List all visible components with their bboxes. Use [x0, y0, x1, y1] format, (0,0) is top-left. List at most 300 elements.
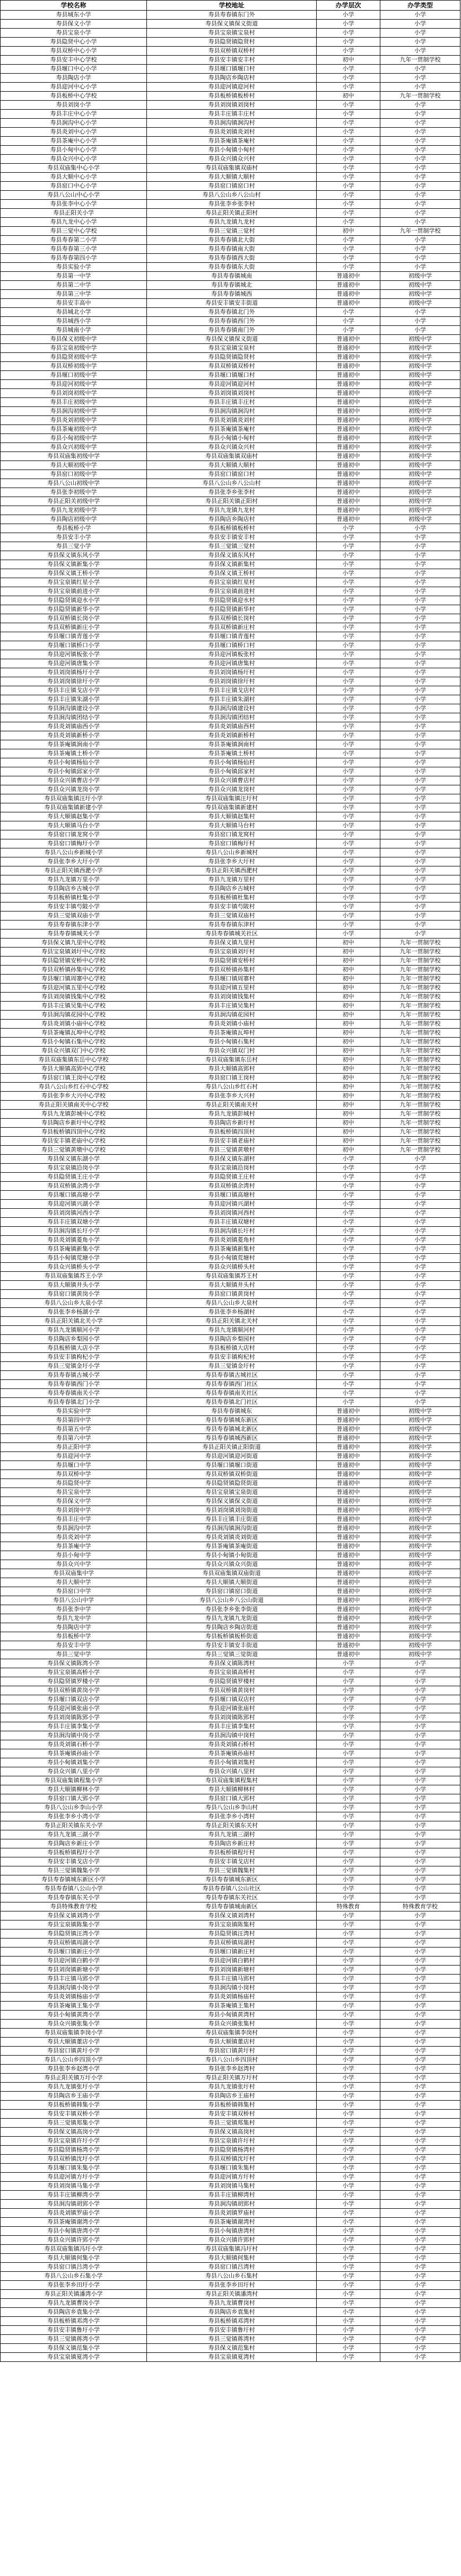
- table-row: [1, 290, 460, 299]
- table-row: [1, 83, 460, 92]
- table-row: [1, 848, 460, 857]
- table-row: [1, 677, 460, 686]
- cell-school-type: 九年一贯制学校: [380, 1083, 460, 1092]
- table-row: [1, 1155, 460, 1164]
- cell-school-type: 初级中学: [380, 1524, 460, 1533]
- cell-school-type: 九年一贯制学校: [380, 1092, 460, 1101]
- cell-school-level: 小学: [317, 866, 380, 875]
- cell-school-level: 小学: [317, 83, 380, 92]
- cell-school-name: 寿县刘岗镇新塘小学: [1, 1966, 147, 1975]
- cell-school-level: 小学: [317, 1389, 380, 1398]
- cell-school-level: 初中: [317, 993, 380, 1002]
- cell-school-name: 寿县张李中学: [1, 1605, 147, 1614]
- cell-school-type: 小学: [380, 704, 460, 713]
- cell-school-address: 寿县寿春镇西门社区: [147, 1380, 317, 1389]
- table-row: [1, 641, 460, 650]
- table-row: [1, 1164, 460, 1173]
- cell-school-address: 寿县刘岗镇杨圩村: [147, 668, 317, 677]
- cell-school-level: 小学: [317, 1731, 380, 1740]
- cell-school-type: 小学: [380, 875, 460, 884]
- cell-school-name: 寿县迎河镇张庙小学: [1, 1704, 147, 1713]
- cell-school-address: 寿县茶庵镇土桥村: [147, 749, 317, 758]
- table-row: [1, 1533, 460, 1542]
- table-row: [1, 2020, 460, 2029]
- cell-school-name: 寿县板桥镇大店小学: [1, 1344, 147, 1353]
- cell-school-level: 普通初中: [317, 389, 380, 398]
- cell-school-address: 寿县双桥镇黄岗村: [147, 1686, 317, 1695]
- cell-school-type: 初级中学: [380, 488, 460, 497]
- table-row: [1, 110, 460, 119]
- cell-school-name: 寿县炎刘初级中学: [1, 416, 147, 425]
- cell-school-type: 九年一贯制学校: [380, 1110, 460, 1119]
- cell-school-address: 寿县板桥镇邓湾村: [147, 2317, 317, 2326]
- cell-school-address: 寿县九龙镇张圩村: [147, 2083, 317, 2092]
- cell-school-name: 寿县涧沟镇团结小学: [1, 713, 147, 722]
- cell-school-type: 小学: [380, 1857, 460, 1866]
- cell-school-level: 小学: [317, 308, 380, 317]
- cell-school-level: 小学: [317, 2308, 380, 2317]
- table-row: [1, 623, 460, 632]
- table-row: [1, 236, 460, 245]
- cell-school-name: 寿县三觉镇魏集小学: [1, 1866, 147, 1875]
- cell-school-level: 普通初中: [317, 1650, 380, 1659]
- table-row: [1, 758, 460, 767]
- cell-school-type: 小学: [380, 1344, 460, 1353]
- table-row: [1, 1407, 460, 1416]
- table-row: [1, 1659, 460, 1668]
- cell-school-level: 小学: [317, 119, 380, 128]
- cell-school-type: 初级中学: [380, 1623, 460, 1632]
- table-row: [1, 524, 460, 533]
- cell-school-address: 寿县大顺镇柳林村: [147, 1785, 317, 1794]
- table-row: [1, 470, 460, 479]
- cell-school-type: 小学: [380, 146, 460, 155]
- cell-school-type: 小学: [380, 1362, 460, 1371]
- table-row: [1, 1785, 460, 1794]
- cell-school-type: 小学: [380, 2308, 460, 2317]
- cell-school-address: 寿县保义镇保义街道: [147, 335, 317, 344]
- cell-school-address: 寿县三觉镇郑集村: [147, 2119, 317, 2128]
- cell-school-address: 寿县丰庄镇柳湾村: [147, 2191, 317, 2200]
- cell-school-level: 普通初中: [317, 1533, 380, 1542]
- cell-school-address: 寿县隐贤镇隐贤街道: [147, 1479, 317, 1488]
- cell-school-type: 小学: [380, 83, 460, 92]
- cell-school-name: 寿县双桥镇孙集中心学校: [1, 966, 147, 975]
- cell-school-type: 小学: [380, 1668, 460, 1677]
- cell-school-name: 寿县茶庵中心小学: [1, 137, 147, 146]
- cell-school-address: 寿县丰庄镇丰庄街道: [147, 1515, 317, 1524]
- cell-school-type: 九年一贯制学校: [380, 1065, 460, 1074]
- cell-school-name: 寿县双桥中学: [1, 1470, 147, 1479]
- table-row: [1, 1902, 460, 1911]
- cell-school-name: 寿县八公山乡新城小学: [1, 848, 147, 857]
- cell-school-name: 寿县迎河镇兴湖小学: [1, 1200, 147, 1209]
- cell-school-type: 初级中学: [380, 1488, 460, 1497]
- cell-school-type: 小学: [380, 2092, 460, 2101]
- cell-school-type: 小学: [380, 254, 460, 263]
- cell-school-name: 寿县小甸镇黄湾小学: [1, 2011, 147, 2020]
- cell-school-type: 小学: [380, 263, 460, 272]
- cell-school-type: 小学: [380, 2200, 460, 2209]
- table-row: [1, 1542, 460, 1551]
- cell-school-level: 普通初中: [317, 1587, 380, 1596]
- cell-school-address: 寿县大顺镇赵集村: [147, 812, 317, 821]
- cell-school-address: 寿县张李乡杨湖村: [147, 1308, 317, 1317]
- cell-school-type: 小学: [380, 110, 460, 119]
- cell-school-level: 小学: [317, 1218, 380, 1227]
- cell-school-name: 寿县迎河中心小学: [1, 83, 147, 92]
- cell-school-name: 寿县正阳关小学: [1, 209, 147, 218]
- cell-school-level: 小学: [317, 2101, 380, 2110]
- cell-school-level: 普通初中: [317, 1452, 380, 1461]
- cell-school-level: 小学: [317, 704, 380, 713]
- cell-school-level: 普通初中: [317, 344, 380, 353]
- cell-school-address: 寿县寿春镇城东: [147, 1407, 317, 1416]
- cell-school-type: 九年一贯制学校: [380, 1020, 460, 1029]
- table-row: [1, 1957, 460, 1966]
- cell-school-name: 寿县刘岗初级中学: [1, 389, 147, 398]
- cell-school-address: 寿县小甸镇小甸村: [147, 434, 317, 443]
- cell-school-name: 寿县第六中学: [1, 1434, 147, 1443]
- cell-school-name: 寿县众兴中学: [1, 1560, 147, 1569]
- table-row: [1, 1281, 460, 1290]
- cell-school-address: 寿县陶店乡陶店村: [147, 515, 317, 524]
- cell-school-name: 寿县正阳关镇万圩小学: [1, 2074, 147, 2083]
- table-row: [1, 785, 460, 794]
- cell-school-type: 小学: [380, 2146, 460, 2155]
- cell-school-type: 九年一贯制学校: [380, 1029, 460, 1038]
- cell-school-address: 寿县炎刘镇石桥村: [147, 1740, 317, 1749]
- cell-school-name: 寿县城东小学: [1, 11, 147, 20]
- table-row: [1, 695, 460, 704]
- cell-school-level: 小学: [317, 920, 380, 930]
- cell-school-type: 小学: [380, 1317, 460, 1326]
- cell-school-level: 小学: [317, 2254, 380, 2263]
- cell-school-level: 普通初中: [317, 1497, 380, 1506]
- table-row: [1, 2119, 460, 2128]
- cell-school-name: 寿县双庙集镇程集小学: [1, 1776, 147, 1785]
- cell-school-address: 寿县保义镇保义街道: [147, 20, 317, 29]
- table-row: [1, 794, 460, 803]
- cell-school-address: 寿县宝泉镇红星村: [147, 578, 317, 587]
- cell-school-type: 小学: [380, 1254, 460, 1263]
- cell-school-level: 小学: [317, 821, 380, 830]
- cell-school-name: 寿县实验中学: [1, 1407, 147, 1416]
- cell-school-level: 小学: [317, 2344, 380, 2353]
- cell-school-type: 九年一贯制学校: [380, 1047, 460, 1056]
- cell-school-type: 初级中学: [380, 1587, 460, 1596]
- table-row: [1, 731, 460, 740]
- cell-school-address: 寿县窑口镇梅圩村: [147, 839, 317, 848]
- table-row: [1, 245, 460, 254]
- table-row: [1, 1488, 460, 1497]
- table-row: [1, 1182, 460, 1191]
- cell-school-address: 寿县双庙集镇汪圩村: [147, 794, 317, 803]
- cell-school-name: 寿县堰口镇周寨中心学校: [1, 975, 147, 984]
- cell-school-address: 寿县茶庵镇茶庵街道: [147, 1542, 317, 1551]
- cell-school-address: 寿县九龙镇九龙街道: [147, 1614, 317, 1623]
- cell-school-name: 寿县安丰镇老庙中心学校: [1, 1137, 147, 1146]
- cell-school-type: 小学: [380, 326, 460, 335]
- cell-school-type: 小学: [380, 1776, 460, 1785]
- cell-school-name: 寿县大顺镇董店小学: [1, 2038, 147, 2047]
- cell-school-type: 小学: [380, 1948, 460, 1957]
- cell-school-address: 寿县陶店乡新圩村: [147, 1119, 317, 1128]
- cell-school-address: 寿县涧沟镇团结村: [147, 713, 317, 722]
- cell-school-name: 寿县三觉镇双庙小学: [1, 911, 147, 920]
- cell-school-address: 寿县安丰镇枸杞村: [147, 1353, 317, 1362]
- cell-school-address: 寿县宝泉镇沿岗村: [147, 1164, 317, 1173]
- cell-school-address: 寿县保义镇东湖村: [147, 1155, 317, 1164]
- cell-school-name: 寿县陶店初级中学: [1, 515, 147, 524]
- cell-school-type: 小学: [380, 209, 460, 218]
- cell-school-type: 小学: [380, 2218, 460, 2227]
- cell-school-level: 小学: [317, 2281, 380, 2290]
- cell-school-type: 九年一贯制学校: [380, 1146, 460, 1155]
- cell-school-type: 九年一贯制学校: [380, 948, 460, 957]
- cell-school-type: 小学: [380, 191, 460, 200]
- cell-school-level: 普通初中: [317, 272, 380, 281]
- cell-school-level: 小学: [317, 1254, 380, 1263]
- cell-school-level: 初中: [317, 1119, 380, 1128]
- cell-school-name: 寿县双庙集镇汪圩小学: [1, 794, 147, 803]
- cell-school-address: 寿县众兴镇桥头村: [147, 1263, 317, 1272]
- cell-school-name: 寿县窑口镇大郢小学: [1, 1794, 147, 1803]
- cell-school-address: 寿县保义镇九里村: [147, 939, 317, 948]
- cell-school-address: 寿县堰口镇双店村: [147, 1695, 317, 1704]
- cell-school-name: 寿县第二中学: [1, 281, 147, 290]
- table-row: [1, 344, 460, 353]
- cell-school-name: 寿县炎刘镇杨庙小学: [1, 1993, 147, 2002]
- cell-school-address: 寿县迎河镇迎河街道: [147, 1452, 317, 1461]
- table-row: [1, 1011, 460, 1020]
- cell-school-level: 小学: [317, 2317, 380, 2326]
- cell-school-address: 寿县安丰镇鲁圩村: [147, 2326, 317, 2335]
- cell-school-address: 寿县张李乡赵湾村: [147, 2065, 317, 2074]
- cell-school-level: 小学: [317, 623, 380, 632]
- cell-school-name: 寿县丰庄镇吴集中心学校: [1, 1002, 147, 1011]
- cell-school-type: 初级中学: [380, 1416, 460, 1425]
- cell-school-address: 寿县众兴镇曹店村: [147, 776, 317, 785]
- cell-school-name: 寿县八公山乡红石中心学校: [1, 1083, 147, 1092]
- cell-school-name: 寿县九龙镇张圩小学: [1, 2083, 147, 2092]
- cell-school-name: 寿县保义镇九里中心学校: [1, 939, 147, 948]
- cell-school-address: 寿县八公山乡新城村: [147, 848, 317, 857]
- table-row: [1, 74, 460, 83]
- table-row: [1, 740, 460, 749]
- table-row: [1, 830, 460, 839]
- table-row: [1, 164, 460, 173]
- cell-school-type: 九年一贯制学校: [380, 939, 460, 948]
- table-row: [1, 155, 460, 164]
- cell-school-name: 寿县安丰镇双桥小学: [1, 2110, 147, 2119]
- cell-school-level: 普通初中: [317, 497, 380, 506]
- cell-school-address: 寿县双桥镇双桥街道: [147, 1470, 317, 1479]
- cell-school-name: 寿县张李乡杨湖小学: [1, 1308, 147, 1317]
- cell-school-type: 小学: [380, 2164, 460, 2173]
- table-row: [1, 272, 460, 281]
- cell-school-name: 寿县窑口镇龙窝小学: [1, 830, 147, 839]
- cell-school-name: 寿县堰口镇高塘小学: [1, 1191, 147, 1200]
- cell-school-type: 小学: [380, 1281, 460, 1290]
- cell-school-level: 普通初中: [317, 416, 380, 425]
- cell-school-level: 小学: [317, 2092, 380, 2101]
- cell-school-type: 九年一贯制学校: [380, 984, 460, 993]
- cell-school-level: 初中: [317, 1101, 380, 1110]
- cell-school-type: 小学: [380, 1740, 460, 1749]
- cell-school-address: 寿县九龙镇九龙村: [147, 506, 317, 515]
- cell-school-level: 小学: [317, 1200, 380, 1209]
- table-row: [1, 1975, 460, 1984]
- cell-school-level: 初中: [317, 227, 380, 236]
- cell-school-address: 寿县隐贤镇安桥村: [147, 957, 317, 966]
- cell-school-level: 小学: [317, 1785, 380, 1794]
- cell-school-name: 寿县正阳关初级中学: [1, 497, 147, 506]
- cell-school-name: 寿县双桥镇长岗小学: [1, 614, 147, 623]
- cell-school-type: 小学: [380, 1821, 460, 1830]
- cell-school-level: 小学: [317, 1182, 380, 1191]
- cell-school-address: 寿县众兴镇众兴村: [147, 155, 317, 164]
- table-row: [1, 1875, 460, 1884]
- cell-school-type: 小学: [380, 848, 460, 857]
- cell-school-name: 寿县正阳中学: [1, 1443, 147, 1452]
- cell-school-name: 寿县炎刘镇石桥小学: [1, 1740, 147, 1749]
- table-row: [1, 1272, 460, 1281]
- cell-school-name: 寿县宝泉小学: [1, 29, 147, 38]
- cell-school-address: 寿县宝泉镇宝泉街道: [147, 1488, 317, 1497]
- cell-school-type: 九年一贯制学校: [380, 1074, 460, 1083]
- table-row: [1, 20, 460, 29]
- cell-school-type: 小学: [380, 1713, 460, 1722]
- cell-school-name: 寿县茶庵镇瓦埠中心学校: [1, 1029, 147, 1038]
- cell-school-level: 小学: [317, 1272, 380, 1281]
- table-row: [1, 1614, 460, 1623]
- cell-school-address: 寿县刘岗镇陈郢村: [147, 1713, 317, 1722]
- cell-school-type: 小学: [380, 551, 460, 560]
- cell-school-address: 寿县八公山乡红石村: [147, 1083, 317, 1092]
- cell-school-level: 普通初中: [317, 335, 380, 344]
- cell-school-name: 寿县双庙集镇新建小学: [1, 803, 147, 812]
- cell-school-type: 小学: [380, 713, 460, 722]
- cell-school-level: 小学: [317, 2263, 380, 2272]
- cell-school-name: 寿县八公山乡大泉小学: [1, 1299, 147, 1308]
- cell-school-type: 小学: [380, 1722, 460, 1731]
- cell-school-level: 小学: [317, 785, 380, 794]
- cell-school-name: 寿县双庙集初级中学: [1, 452, 147, 461]
- table-row: [1, 1668, 460, 1677]
- cell-school-address: 寿县炎刘镇小庙村: [147, 1020, 317, 1029]
- cell-school-address: 寿县小甸镇小甸村: [147, 146, 317, 155]
- cell-school-name: 寿县保义镇刘湾小学: [1, 1911, 147, 1920]
- cell-school-type: 小学: [380, 893, 460, 902]
- cell-school-name: 寿县寿春镇八公山小学: [1, 1884, 147, 1893]
- cell-school-level: 小学: [317, 533, 380, 542]
- cell-school-name: 寿县双庙集中学: [1, 1569, 147, 1578]
- table-row: [1, 200, 460, 209]
- cell-school-type: 小学: [380, 1182, 460, 1191]
- cell-school-type: 小学: [380, 1957, 460, 1966]
- cell-school-address: 寿县大顺镇何集村: [147, 2254, 317, 2263]
- cell-school-address: 寿县大顺镇马台村: [147, 821, 317, 830]
- table-row: [1, 1650, 460, 1659]
- cell-school-name: 寿县隐贤初级中学: [1, 353, 147, 362]
- cell-school-name: 寿县安丰镇枸杞小学: [1, 1353, 147, 1362]
- cell-school-name: 寿县双桥镇新庄小学: [1, 623, 147, 632]
- cell-school-level: 小学: [317, 551, 380, 560]
- table-row: [1, 299, 460, 308]
- table-row: [1, 1857, 460, 1866]
- cell-school-address: 寿县寿春镇南大街: [147, 245, 317, 254]
- cell-school-name: 寿县陶店乡新庄小学: [1, 1839, 147, 1848]
- cell-school-name: 寿县三觉中学: [1, 1650, 147, 1659]
- table-row: [1, 1245, 460, 1254]
- cell-school-level: 小学: [317, 110, 380, 119]
- cell-school-level: 初中: [317, 1056, 380, 1065]
- cell-school-address: 寿县三觉镇金圩村: [147, 1362, 317, 1371]
- table-row: [1, 209, 460, 218]
- table-row: [1, 1794, 460, 1803]
- cell-school-level: 小学: [317, 2065, 380, 2074]
- cell-school-address: 寿县小甸镇邱家村: [147, 767, 317, 776]
- cell-school-name: 寿县张李乡田圩小学: [1, 2281, 147, 2290]
- cell-school-type: 小学: [380, 38, 460, 47]
- cell-school-type: 小学: [380, 1200, 460, 1209]
- table-row: [1, 416, 460, 425]
- cell-school-name: 寿县保义镇高岗小学: [1, 2128, 147, 2137]
- cell-school-name: 寿县宝泉镇高桥小学: [1, 1668, 147, 1677]
- cell-school-level: 小学: [317, 164, 380, 173]
- cell-school-address: 寿县炎刘镇炎刘村: [147, 128, 317, 137]
- cell-school-type: 小学: [380, 884, 460, 893]
- cell-school-type: 小学: [380, 74, 460, 83]
- cell-school-address: 寿县保义镇刘湾村: [147, 1911, 317, 1920]
- cell-school-name: 寿县寿春镇南关小学: [1, 1389, 147, 1398]
- cell-school-address: 寿县丰庄镇李集村: [147, 1722, 317, 1731]
- cell-school-type: 小学: [380, 857, 460, 866]
- cell-school-type: 初级中学: [380, 1632, 460, 1641]
- cell-school-name: 寿县寿春镇西门小学: [1, 1380, 147, 1389]
- cell-school-level: 小学: [317, 2272, 380, 2281]
- cell-school-name: 寿县堰口镇双店小学: [1, 1695, 147, 1704]
- cell-school-address: 寿县茶庵镇茶庵村: [147, 425, 317, 434]
- table-row: [1, 1929, 460, 1938]
- cell-school-level: 小学: [317, 686, 380, 695]
- table-row: [1, 2182, 460, 2191]
- cell-school-address: 寿县寿春镇城东新区: [147, 1875, 317, 1884]
- cell-school-name: 寿县双桥镇周湖小学: [1, 1938, 147, 1948]
- cell-school-level: 小学: [317, 1722, 380, 1731]
- cell-school-address: 寿县三觉镇双庙村: [147, 911, 317, 920]
- cell-school-address: 寿县陶店乡陶店村: [147, 74, 317, 83]
- cell-school-name: 寿县丰庄镇戈店小学: [1, 686, 147, 695]
- cell-school-name: 寿县寿春镇东津小学: [1, 920, 147, 930]
- header-school-type: 办学类型: [380, 1, 460, 11]
- cell-school-name: 寿县安丰高中: [1, 299, 147, 308]
- cell-school-type: 小学: [380, 2173, 460, 2182]
- cell-school-level: 小学: [317, 1821, 380, 1830]
- cell-school-type: 小学: [380, 2263, 460, 2272]
- table-row: [1, 2281, 460, 2290]
- cell-school-type: 小学: [380, 119, 460, 128]
- cell-school-address: 寿县窑口镇黄圩村: [147, 2047, 317, 2056]
- cell-school-type: 小学: [380, 1839, 460, 1848]
- table-row: [1, 1254, 460, 1263]
- cell-school-level: 普通初中: [317, 1470, 380, 1479]
- table-row: [1, 2191, 460, 2200]
- cell-school-address: 寿县隐贤镇汪湾村: [147, 1929, 317, 1938]
- cell-school-type: 小学: [380, 524, 460, 533]
- cell-school-type: 初级中学: [380, 1497, 460, 1506]
